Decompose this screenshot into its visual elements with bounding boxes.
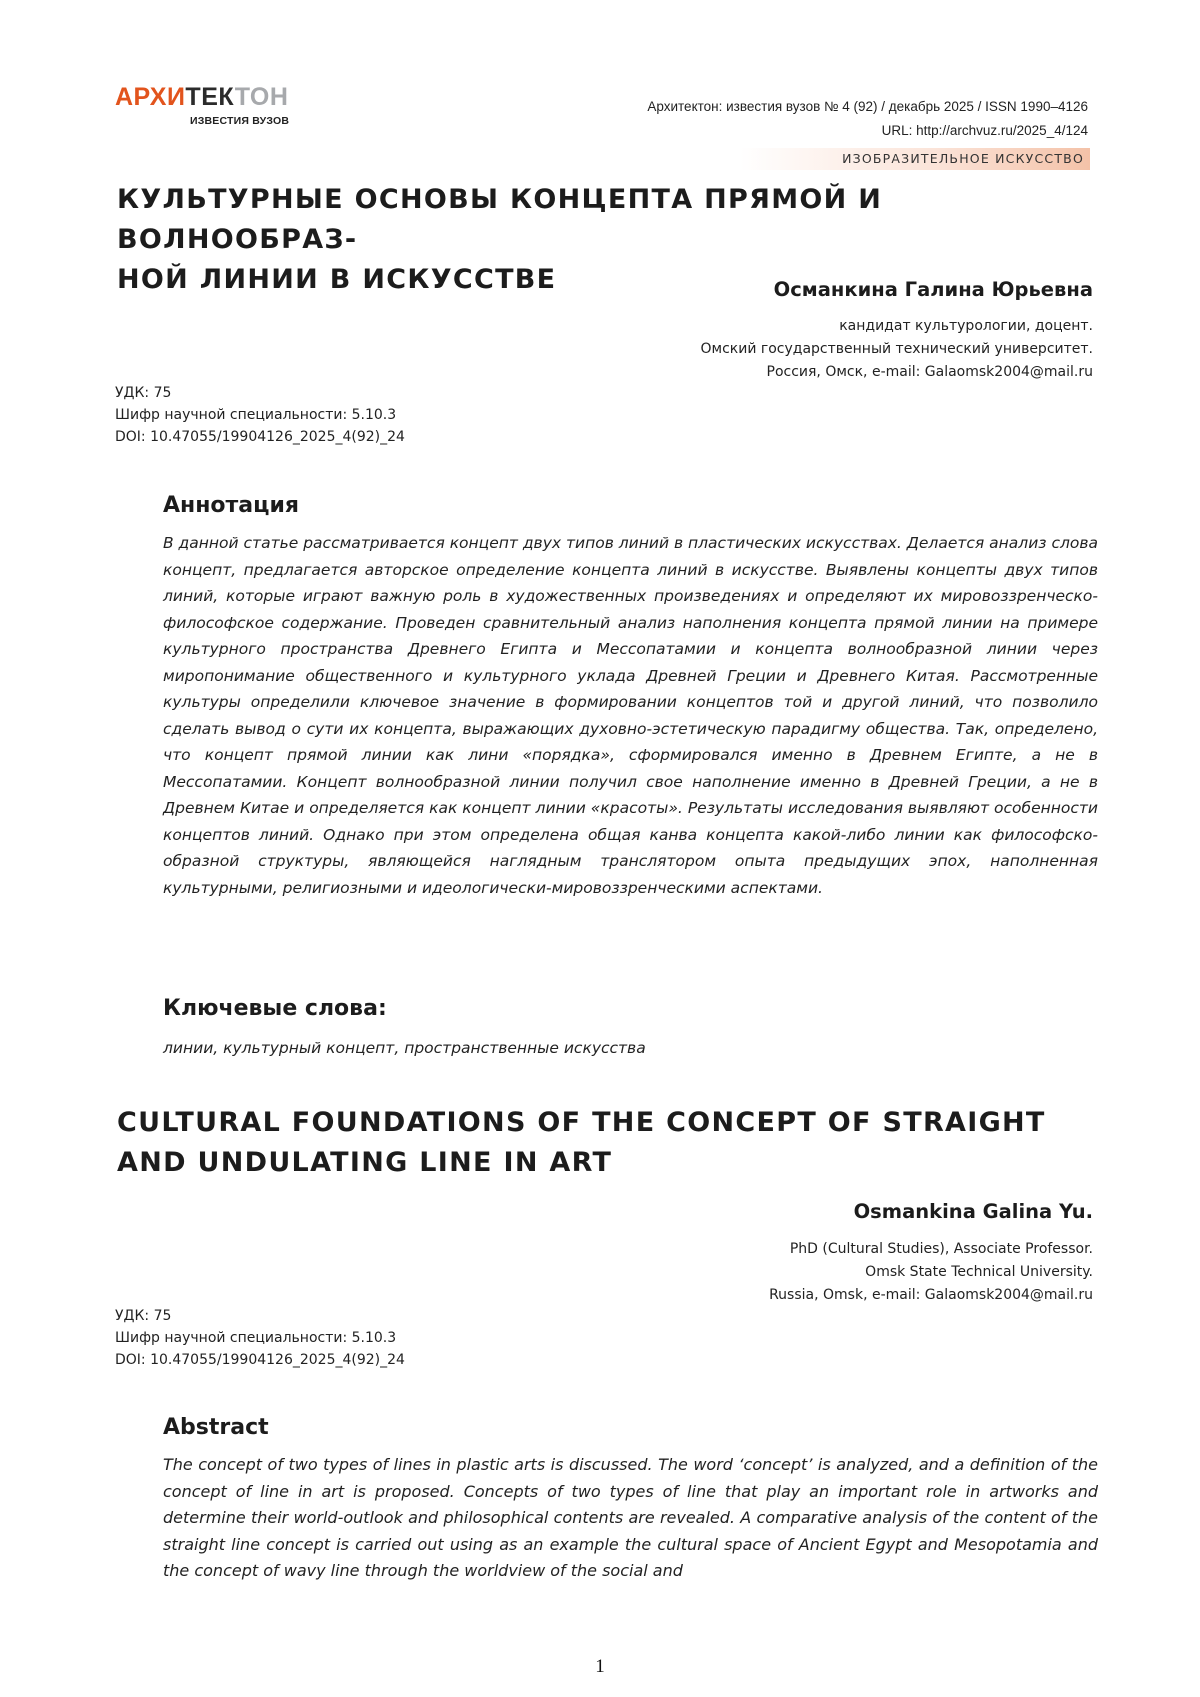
title-ru-line-2: НОЙ ЛИНИИ В ИСКУССТВЕ xyxy=(117,264,557,295)
author-ru: Османкина Галина Юрьевна xyxy=(773,278,1093,301)
title-en-line-2: AND UNDULATING LINE IN ART xyxy=(117,1147,613,1178)
journal-issue-line: Архитектон: известия вузов № 4 (92) / декабрь 2025 / ISSN 1990–4126 xyxy=(647,99,1088,114)
specialty-code: Шифр научной специальности: 5.10.3 xyxy=(115,407,397,423)
title-ru-line-1: КУЛЬТУРНЫЕ ОСНОВЫ КОНЦЕПТА ПРЯМОЙ И ВОЛНООБРАЗ- xyxy=(117,184,883,255)
affiliation-en xyxy=(769,1238,1093,1307)
title-en xyxy=(117,1103,1102,1183)
udc: УДК: 75 xyxy=(115,385,172,401)
affiliation-university: Омский государственный технический университет. xyxy=(700,341,1093,357)
article-url[interactable]: URL: http://archvuz.ru/2025_4/124 xyxy=(881,123,1088,138)
specialty-code-en: Шифр научной специальности: 5.10.3 xyxy=(115,1330,397,1346)
journal-info xyxy=(647,95,1088,143)
doi: DOI: 10.47055/19904126_2025_4(92)_24 xyxy=(115,429,405,445)
section-label: ИЗОБРАЗИТЕЛЬНОЕ ИСКУССТВО xyxy=(842,151,1084,166)
author-en: Osmankina Galina Yu. xyxy=(853,1200,1093,1223)
affiliation-university-en: Omsk State Technical University. xyxy=(865,1264,1093,1280)
affiliation-degree: кандидат культурологии, доцент. xyxy=(839,318,1093,334)
title-en-line-1: CULTURAL FOUNDATIONS OF THE CONCEPT OF STRAIGHT xyxy=(117,1107,1046,1138)
abstract-heading-en: Abstract xyxy=(163,1415,269,1440)
affiliation-degree-en: PhD (Cultural Studies), Associate Professor. xyxy=(789,1241,1093,1257)
logo-wordmark: АРХИТЕКТОН xyxy=(115,83,289,111)
page-number: 1 xyxy=(595,1656,605,1677)
metadata-ru xyxy=(115,382,405,448)
keywords: линии, культурный концепт, пространственные искусства xyxy=(163,1039,646,1057)
keywords-heading: Ключевые слова: xyxy=(163,996,387,1021)
metadata-en xyxy=(115,1305,405,1371)
doi-en: DOI: 10.47055/19904126_2025_4(92)_24 xyxy=(115,1352,405,1368)
affiliation-ru xyxy=(700,315,1093,384)
journal-logo xyxy=(115,85,289,127)
udc-en: УДК: 75 xyxy=(115,1308,172,1324)
logo-subtitle: ИЗВЕСТИЯ ВУЗОВ xyxy=(190,115,290,127)
abstract-ru: В данной статье рассматривается концепт двух типов линий в пластических искусствах. Делается анализ слова концепт, предлагается авторское определение концепта линий в искусстве. Выявлены концепты двух типов линий, которые играют важную роль в художественных произведениях и определяют их мировоззренческо-философское содержание. Проведен сравнительный анализ наполнения концепта прямой линии на примере культурного пространства Древнего Египта и Мессопатамии и концепта волнообразной линии через миропонимание общественного и культурного уклада Древней Греции и Древнего Китая. Рассмотренные культуры определили ключевое значение в формировании концептов той и другой линий, что позволило сделать вывод о сути их концепта, выражающих духовно-эстетическую парадигму общества. Так, определено, что концепт прямой линии как лини «порядка», сформировался именно в Древнем Египте, а не в Мессопатамии. Концепт волнообразной линии получил свое наполнение именно в Древней Греции, а не в Древнем Китае и определяется как концепт линии «красоты». Результаты исследования выявляют особенности концептов линий. Однако при этом определена общая канва концепта какой-либо линии как философско-образной структуры, являющейся наглядным транслятором опыта предыдущих эпох, наполненная культурными, религиозными и идеологически-мировоззренческими аспектами. xyxy=(163,534,1098,897)
affiliation-location-email: Россия, Омск, e-mail: Galaomsk2004@mail.ru xyxy=(766,364,1093,380)
section-tag xyxy=(740,148,1090,170)
abstract-heading-ru: Аннотация xyxy=(163,493,299,518)
affiliation-location-email-en: Russia, Omsk, e-mail: Galaomsk2004@mail.ru xyxy=(769,1287,1093,1303)
abstract-en: The concept of two types of lines in plastic arts is discussed. The word ‘concept’ is analyzed, and a definition of the concept of line in art is proposed. Concepts of two types of line that play an important role in artworks and determine their world-outlook and philosophical contents are revealed. A comparative analysis of the content of the straight line concept is carried out using as an example the cultural space of Ancient Egypt and Mesopotamia and the concept of wavy line through the worldview of the social and xyxy=(163,1455,1098,1580)
